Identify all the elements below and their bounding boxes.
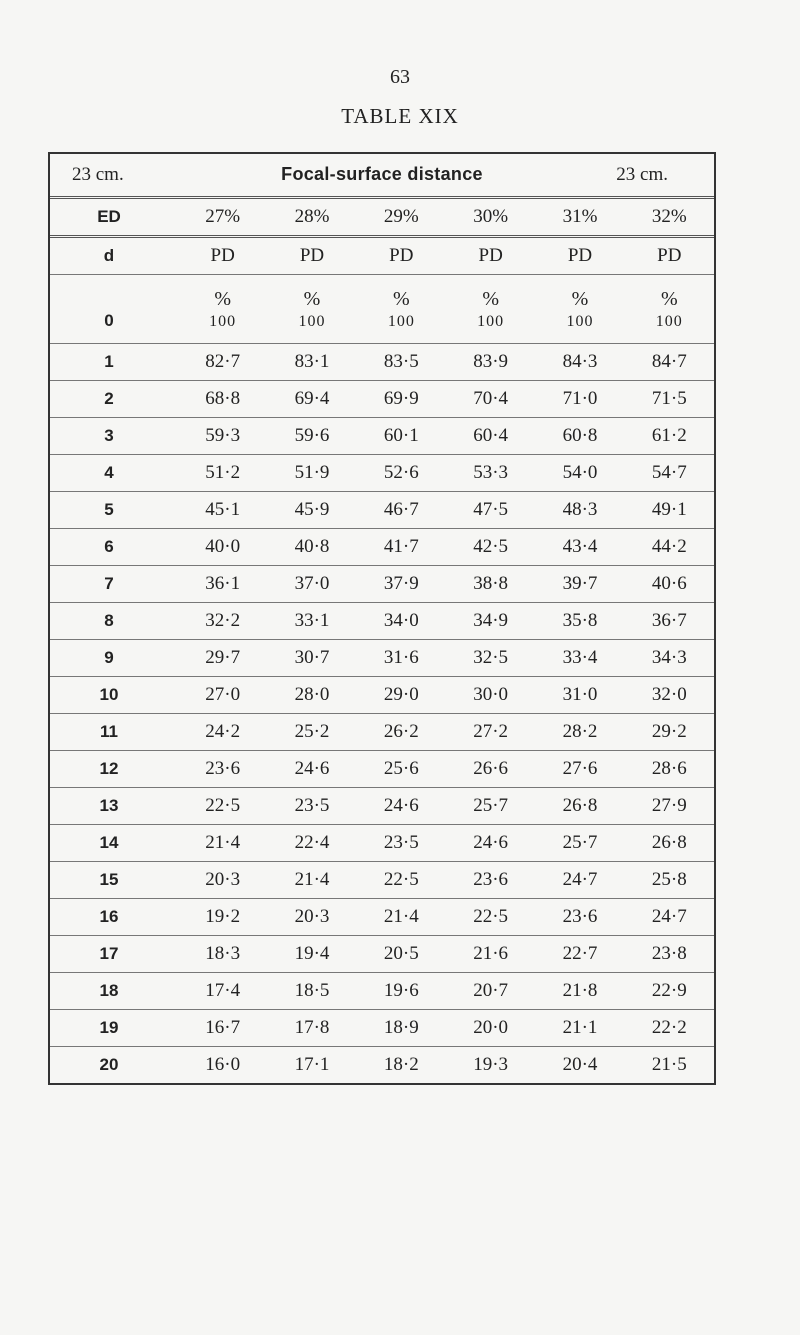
zero-depth-cell [625,287,714,332]
dose-value: 45·9 [294,499,330,520]
dose-value: 27·2 [473,721,509,742]
depth-label: 13 [99,796,119,815]
dose-value: 21·8 [562,980,598,1001]
table-row [50,344,714,381]
dose-value: 28·2 [562,721,598,742]
dose-value: 32·2 [205,610,241,631]
dose-value: 84·7 [651,351,687,372]
depth-label: 3 [104,426,114,445]
dose-value: 32·5 [473,647,509,668]
dose-value: 19·6 [383,980,419,1001]
dose-value: 24·2 [205,721,241,742]
depth-label: 20 [99,1055,119,1074]
dose-value: 33·1 [294,610,330,631]
dose-value: 83·9 [473,351,509,372]
ed-row [50,199,714,238]
depth-label: 18 [99,981,119,1000]
ed-value: 29% [383,206,419,227]
dose-value: 22·2 [651,1017,687,1038]
pd-header: PD [210,245,235,266]
dose-value: 40·8 [294,536,330,557]
dose-value: 22·7 [562,943,598,964]
dose-value: 21·4 [205,832,241,853]
table-row [50,973,714,1010]
dose-value: 19·2 [205,906,241,927]
dose-value: 29·2 [651,721,687,742]
dose-value: 48·3 [562,499,598,520]
depth-label: 8 [104,611,114,630]
table-row [50,825,714,862]
dose-value: 36·1 [205,573,241,594]
depth-label: 1 [104,352,114,371]
table-row [50,936,714,973]
zero-depth-cell [267,287,356,332]
dose-value: 30·7 [294,647,330,668]
dose-value: 24·6 [383,795,419,816]
zero-depth-cell [535,287,624,332]
dose-value: 25·7 [562,832,598,853]
table-row [50,899,714,936]
dose-value: 40·0 [205,536,241,557]
dose-value: 25·7 [473,795,509,816]
dose-value: 23·6 [562,906,598,927]
dose-value: 24·6 [473,832,509,853]
header-focal-surface-distance: Focal-surface distance [281,164,483,184]
dose-value: 61·2 [651,425,687,446]
dose-value: 34·0 [383,610,419,631]
zero-depth-row [50,275,714,344]
percent-unit: % [660,287,678,310]
table-row [50,862,714,899]
table-row [50,1010,714,1047]
dose-value: 69·4 [294,388,330,409]
dose-value: 26·2 [383,721,419,742]
dose-value: 45·1 [205,499,241,520]
dose-value: 17·8 [294,1017,330,1038]
dose-value: 28·6 [651,758,687,779]
dose-value: 83·5 [383,351,419,372]
depth-label: 7 [104,574,114,593]
zero-depth-value: 100 [387,312,415,330]
dose-value: 24·7 [562,869,598,890]
dose-value: 18·3 [205,943,241,964]
ed-value: 30% [473,206,509,227]
dose-value: 44·2 [651,536,687,557]
dose-value: 51·2 [205,462,241,483]
dose-value: 46·7 [383,499,419,520]
percent-unit: % [303,287,321,310]
table-row [50,714,714,751]
dose-value: 17·1 [294,1054,330,1075]
dose-value: 36·7 [651,610,687,631]
dose-value: 20·7 [473,980,509,1001]
dose-value: 20·3 [205,869,241,890]
zero-depth-value: 100 [298,312,326,330]
dose-value: 25·2 [294,721,330,742]
zero-depth-cell [178,287,267,332]
ed-value: 32% [651,206,687,227]
dose-value: 21·6 [473,943,509,964]
depth-dose-table [48,152,716,1085]
percent-unit: % [214,287,231,310]
dose-value: 26·8 [651,832,687,853]
table-row [50,529,714,566]
table-row [50,788,714,825]
dose-value: 25·6 [383,758,419,779]
dose-value: 20·3 [294,906,330,927]
dose-value: 20·5 [383,943,419,964]
depth-label: 15 [99,870,119,889]
table-row [50,640,714,677]
dose-value: 26·6 [473,758,509,779]
table-row [50,455,714,492]
dose-value: 30·0 [473,684,509,705]
dose-value: 19·3 [473,1054,509,1075]
dose-value: 43·4 [562,536,598,557]
zero-depth-value: 100 [209,312,237,330]
dose-value: 27·6 [562,758,598,779]
table-row [50,418,714,455]
dose-value: 16·0 [205,1054,241,1075]
dose-value: 21·1 [562,1017,598,1038]
ed-value: 31% [562,206,598,227]
depth-label: 2 [104,389,114,408]
dose-value: 84·3 [562,351,598,372]
table-header [50,154,714,199]
dose-value: 47·5 [473,499,509,520]
dose-value: 34·3 [651,647,687,668]
dose-value: 24·6 [294,758,330,779]
ed-value: 27% [205,206,241,227]
dose-value: 23·6 [205,758,241,779]
dose-value: 69·9 [383,388,419,409]
dose-value: 31·0 [562,684,598,705]
header-left-distance: 23 cm. [72,164,124,185]
header-right-distance: 23 cm. [616,164,668,185]
dose-value: 71·0 [562,388,598,409]
dose-value: 70·4 [473,388,509,409]
ed-value: 28% [294,206,330,227]
depth-label: 14 [99,833,119,852]
dose-value: 23·5 [383,832,419,853]
zero-depth-value: 100 [477,312,505,330]
row-label: 0 [104,311,114,330]
dose-value: 21·4 [383,906,419,927]
dose-value: 21·4 [294,869,330,890]
dose-value: 39·7 [562,573,598,594]
dose-value: 68·8 [205,388,241,409]
dose-value: 60·1 [383,425,419,446]
percent-unit: % [482,287,499,310]
dose-value: 54·7 [651,462,687,483]
table-row [50,677,714,714]
dose-value: 27·9 [651,795,687,816]
depth-label: 9 [104,648,114,667]
dose-value: 27·0 [205,684,241,705]
pd-header: PD [389,245,414,266]
depth-label: 10 [99,685,119,704]
dose-value: 23·5 [294,795,330,816]
table-row [50,603,714,640]
zero-depth-value: 100 [655,312,683,330]
dose-value: 51·9 [294,462,330,483]
dose-value: 18·5 [294,980,330,1001]
dose-value: 19·4 [294,943,330,964]
table-row [50,751,714,788]
zero-depth-cell [357,287,446,332]
depth-label: 5 [104,500,114,519]
percent-unit: % [392,287,410,310]
dose-value: 22·5 [383,869,419,890]
dose-value: 32·0 [651,684,687,705]
dose-value: 52·6 [383,462,419,483]
dose-value: 33·4 [562,647,598,668]
table-row [50,1047,714,1083]
dose-value: 17·4 [205,980,241,1001]
dose-value: 34·9 [473,610,509,631]
dose-value: 37·9 [383,573,419,594]
dose-value: 16·7 [205,1017,241,1038]
dose-value: 22·9 [651,980,687,1001]
dose-value: 49·1 [651,499,687,520]
dose-value: 35·8 [562,610,598,631]
dose-value: 59·3 [205,425,241,446]
percent-unit: % [571,287,589,310]
dose-value: 21·5 [651,1054,687,1075]
row-label: d [103,246,115,265]
dose-value: 42·5 [473,536,509,557]
dose-value: 59·6 [294,425,330,446]
dose-value: 20·4 [562,1054,598,1075]
dose-value: 20·0 [473,1017,509,1038]
page-number: 63 [390,66,410,88]
depth-label: 17 [99,944,119,963]
dose-value: 60·8 [562,425,598,446]
pd-header: PD [299,245,325,266]
dose-value: 31·6 [383,647,419,668]
dose-value: 60·4 [473,425,509,446]
dose-value: 28·0 [294,684,330,705]
dose-value: 26·8 [562,795,598,816]
dose-value: 29·7 [205,647,241,668]
dose-value: 22·4 [294,832,330,853]
table-title: TABLE XIX [341,104,459,128]
zero-depth-value: 100 [566,312,594,330]
table-row [50,492,714,529]
depth-label: 19 [99,1018,119,1037]
table-row [50,381,714,418]
dose-value: 41·7 [383,536,419,557]
dose-value: 25·8 [651,869,687,890]
dose-value: 29·0 [383,684,419,705]
dose-value: 18·2 [383,1054,419,1075]
dose-value: 53·3 [473,462,509,483]
dose-value: 71·5 [651,388,687,409]
pd-header: PD [478,245,503,266]
depth-label: 11 [100,722,118,741]
depth-label: 12 [99,759,119,778]
depth-label: 6 [104,537,114,556]
dose-value: 23·6 [473,869,509,890]
data-rows [50,344,714,1083]
dose-value: 40·6 [651,573,687,594]
dose-value: 54·0 [562,462,598,483]
zero-depth-cell [446,287,535,332]
dose-value: 24·7 [651,906,687,927]
dose-value: 83·1 [294,351,330,372]
dose-value: 38·8 [473,573,509,594]
dose-value: 18·9 [383,1017,419,1038]
row-label: ED [97,207,121,226]
dose-value: 23·8 [651,943,687,964]
table-row [50,566,714,603]
depth-label: 4 [104,463,114,482]
dose-value: 37·0 [294,573,330,594]
pd-header: PD [657,245,682,266]
dose-value: 82·7 [205,351,241,372]
pd-header: PD [567,245,593,266]
dose-value: 22·5 [473,906,509,927]
d-row [50,238,714,275]
dose-value: 22·5 [205,795,241,816]
depth-label: 16 [99,907,119,926]
